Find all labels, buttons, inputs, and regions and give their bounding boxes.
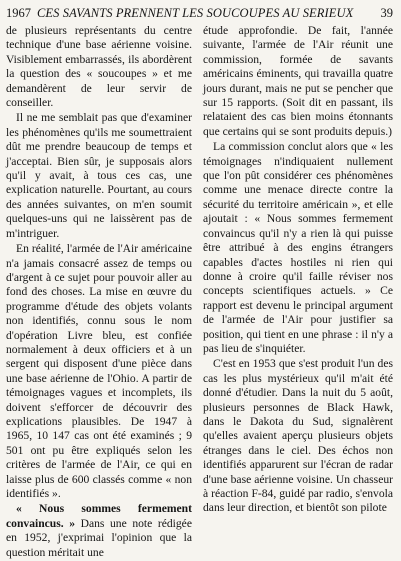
left-column: [6, 24, 192, 561]
page-number: 39: [380, 6, 393, 20]
paragraph: étude approfondie. De fait, l'année suivante, l'armée de l'Air réunit une commission, formée de savants américains éminents, qui travailla quatre jours durant, mais ne put se pencher que sur 15 rapports. (Soit dit en passant, ils relataient des cas bien moins étonnants que certains qui se sont produits depuis.): [203, 24, 393, 138]
right-column: [203, 24, 393, 517]
subheading: « Nous sommes fermement convaincus. »: [6, 502, 192, 530]
paragraph-text: Dans une note rédigée en 1952, j'exprimai l'opinion que la question méritait une: [6, 516, 192, 559]
paragraph: C'est en 1953 que s'est produit l'un des cas les plus mystérieux qu'il m'ait été donné d'étudier. Dans la nuit du 5 août, plusieurs personnes de Black Hawk, dans le Dakota du Sud, signalèrent qu'elles avaient aperçu plusieurs objets étranges dans le ciel. Des échos non identifiés apparurent sur l'écran de radar d'une base aérienne voisine. Un chasseur à réaction F-84, guidé par radio, s'envola dans leur direction, et bientôt son pilote: [203, 357, 393, 515]
paragraph: de plusieurs représentants du centre technique d'une base aérienne voisine. Visiblement embarrassés, ils abordèrent la question des « soucoupes » et me demandèrent de leur servir de conseiller.: [6, 24, 192, 110]
paragraph: La commission conclut alors que « les témoignages n'indiquaient nullement que l'on pût considérer ces phénomènes comme une menace directe contre la sécurité du territoire américain », et elle ajoutait : « Nous sommes fermement convaincus qu'il n'y a rien là qui puisse être attribué à des engins étrangers capables d'actes hostiles ni rien qui donne à croire qu'il faille réviser nos concepts scientifiques actuels. » Ce rapport est devenu le principal argument de l'armée de l'Air pour justifier sa position, qui tient en une phrase : il n'y a pas lieu de s'inquiéter.: [203, 140, 393, 355]
running-header: [6, 6, 395, 22]
paragraph: Il ne me semblait pas que d'examiner les phénomènes qu'ils me soumettraient dût me prendre beaucoup de temps et j'acceptai. Bien sûr, je supposais alors qu'il y avait, à tous ces cas, une explication naturelle. Pourtant, au cours des années suivantes, on m'en soumit quelques-uns qui ne laissèrent pas de m'intriguer.: [6, 111, 192, 240]
paragraph: [6, 502, 192, 560]
paragraph: En réalité, l'armée de l'Air américaine n'a jamais consacré assez de temps ou d'argent à ce sujet pour pouvoir aller au fond des choses. La mise en œuvre du programme d'étude des objets volants non identifiés, connu sous le nom d'opération Livre bleu, est confiée normalement à deux officiers et à un sergent qui disposent d'une pièce dans une base aérienne de l'Ohio. A partir de témoignages vagues et incomplets, ils doivent s'efforcer de découvrir des explications plausibles. De 1947 à 1965, 10 147 cas ont été examinés ; 9 501 ont pu être expliqués selon les critères de l'armée de l'Air, ce qui en laisse plus de 600 classés comme « non identifiés ».: [6, 242, 192, 500]
header-title: CES SAVANTS PRENNENT LES SOUCOUPES AU SERIEUX: [37, 6, 354, 20]
header-year: 1967: [6, 6, 31, 20]
